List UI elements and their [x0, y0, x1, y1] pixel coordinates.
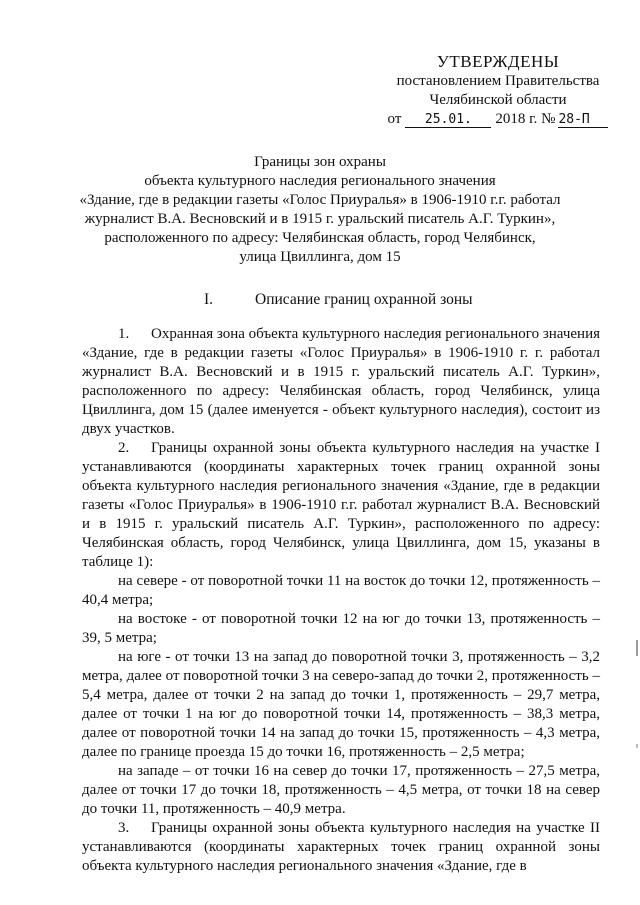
approval-heading: УТВЕРЖДЕНЫ [436, 52, 560, 71]
paragraph-2 [82, 439, 600, 572]
approval-line-2: Челябинской области [429, 92, 567, 108]
year-number-label: 2018 г. № [495, 111, 556, 127]
paragraph-north: на севере - от поворотной точки 11 на восток до точки 12, протяженность – 40,4 метра; [82, 573, 600, 608]
paragraph-1-text: Охранная зона объекта культурного наследия регионального значения «Здание, где в редакции газеты «Голос Приуралья» в 1906-1910 г. г. работал журналист В.А. Весновский и в 1915 г. уральский писатель А.Г. Туркин», расположенного по адресу: Челябинская область, город Челябинск, улица Цвиллинга, дом 15 (далее именуется - объект культурного наследия), состоит из двух участков. [82, 326, 600, 437]
approval-date-line [372, 110, 624, 129]
title-line-6: улица Цвиллинга, дом 15 [239, 249, 401, 265]
approval-line-1: постановлением Правительства [396, 73, 600, 89]
scan-artifact [636, 640, 638, 656]
paragraph-south: на юге - от точки 13 на запад до поворотной точки 3, протяженность – 3,2 метра, далее от поворотной точки 3 на северо-запад до точки 2, протяженность – 5,4 метра, далее от точки 2 на запад до точки 1, протяженность – 29,7 метра, далее от точки 1 на юг до поворотной точки 14, протяженность – 38,3 метра, далее от поворотной точки 14 на запад до точки 15, протяженность – 4,3 метра, далее по границе проезда 15 до точки 16, протяженность – 2,5 метра; [82, 649, 600, 760]
title-line-2: объекта культурного наследия регионального значения [144, 173, 496, 189]
paragraph-east: на востоке - от поворотной точки 12 на юг до точки 13, протяженность – 39, 5 метра; [82, 611, 600, 646]
handwritten-date: 25.01. [405, 112, 491, 128]
handwritten-number: 28-П [558, 112, 608, 128]
paragraph-2-text: Границы охранной зоны объекта культурного наследия на участке I устанавливаются (координаты характерных точек границ охранной зоны объекта культурного наследия регионального значения «Здание, где в редакции газеты «Голос Приуралья» в 1906-1910 г.г. работал журналист В.А. Весновский и в 1915 г. уральский писатель А.Г. Туркин», расположенного по адресу: Челябинская область, город Челябинск, улица Цвиллинга, дом 15, указаны в таблице 1): [82, 440, 600, 570]
from-label: от [387, 111, 402, 127]
paragraph-3 [82, 819, 600, 876]
section-number: I. [204, 291, 214, 308]
document-body [82, 325, 600, 876]
title-line-5: расположенного по адресу: Челябинская область, город Челябинск, [104, 230, 536, 246]
title-line-1: Границы зон охраны [254, 154, 386, 170]
approval-block [372, 52, 624, 129]
paragraph-3-text: Границы охранной зоны объекта культурного наследия на участке II устанавливаются (координаты характерных точек границ охранной зоны объекта культурного наследия регионального значения «Здание, где в [82, 820, 600, 874]
document-title [75, 153, 565, 267]
paragraph-1-number: 1. [118, 326, 130, 342]
paragraph-3-number: 3. [118, 820, 130, 836]
paragraph-1 [82, 325, 600, 439]
section-title: Описание границ охранной зоны [255, 291, 473, 308]
paragraph-west: на западе – от точки 16 на север до точки 17, протяженность – 27,5 метра, далее от точки 17 до точки 18, протяженность – 4,5 метра, от точки 18 на север до точки 11, протяженность – 40,9 метра. [82, 763, 600, 817]
scan-artifact [636, 744, 638, 748]
paragraph-2-number: 2. [118, 440, 130, 456]
title-line-4: журналист В.А. Весновский и в 1915 г. уральский писатель А.Г. Туркин», [84, 211, 556, 227]
title-line-3: «Здание, где в редакции газеты «Голос Приуралья» в 1906-1910 г.г. работал [79, 192, 561, 208]
